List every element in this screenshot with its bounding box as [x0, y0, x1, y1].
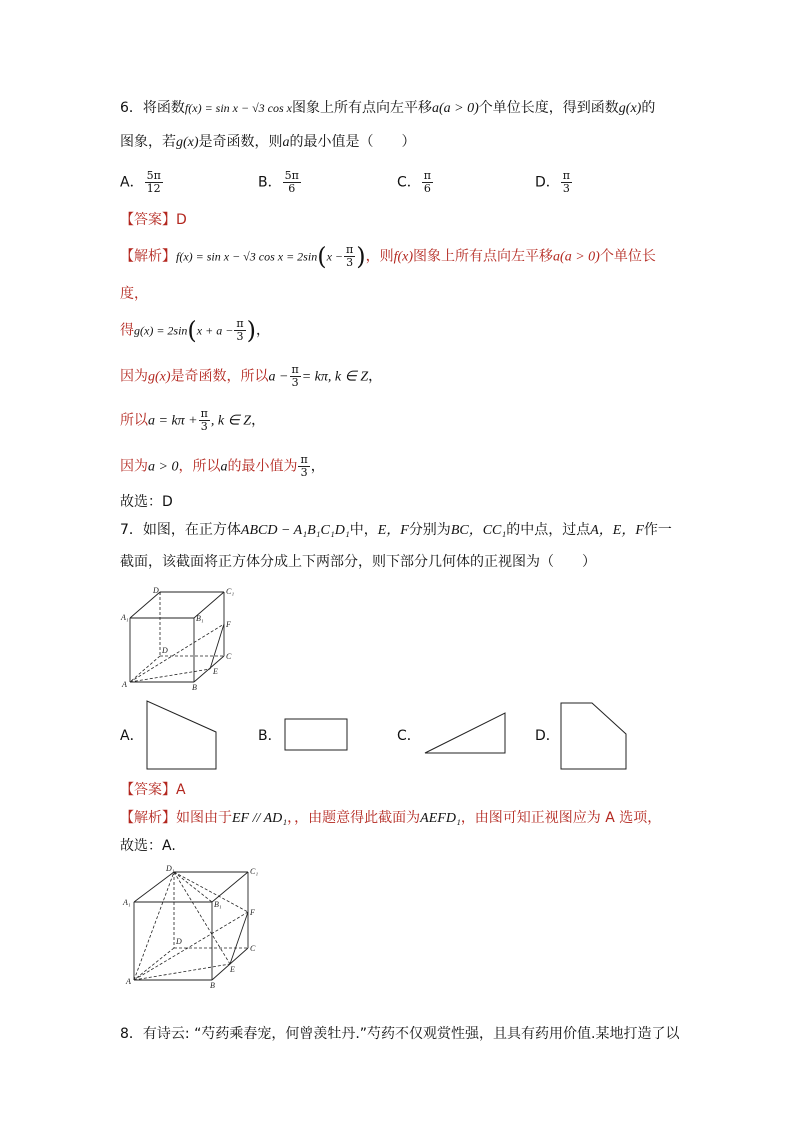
option-label: B． [258, 174, 282, 191]
final-choice: 故选：A. [120, 838, 176, 854]
analysis-fx: f(x) [393, 249, 414, 265]
analysis-text-3: 的最小值为 [227, 458, 298, 475]
punct: ， [368, 368, 383, 385]
frac-den: 3 [236, 330, 244, 343]
option-label: B． [258, 728, 282, 744]
frac-num: π [562, 169, 571, 182]
label-f: F [250, 908, 255, 917]
analysis-text-2: 是奇函数，所以 [170, 368, 269, 385]
label-b: B [210, 981, 215, 990]
q6-stem-text-3: 个单位长度，得到函数 [478, 100, 619, 116]
analysis-formula: a − [268, 369, 289, 385]
q7-option-d-label [535, 726, 560, 746]
frac-num: π [291, 363, 299, 376]
analysis-text-cont: 度， [120, 286, 148, 302]
q7-stem-text-6: 截面，该截面将正方体分成上下两部分，则下部分几何体的正视图为（ ） [120, 554, 596, 570]
analysis-formula-2: , k ∈ Z [210, 413, 252, 429]
analysis-text-3: 个单位长 [599, 248, 656, 265]
label-c1: C₁ [226, 587, 235, 596]
q6-analysis-line-6 [120, 454, 325, 479]
answer-value: D [176, 212, 187, 228]
analysis-condition: a(a > 0) [553, 249, 600, 265]
label-a: A [126, 977, 131, 986]
q7-analysis [120, 808, 661, 829]
analysis-text: 因为 [120, 368, 148, 385]
label-d: D [176, 937, 182, 946]
final-choice: 故选：D [120, 494, 173, 510]
q6-g-function-2: g(x) [176, 135, 199, 150]
analysis-tag: 【解析】 [120, 248, 176, 265]
label-c1: C₁ [250, 867, 259, 876]
label-f: F [226, 620, 231, 629]
analysis-text: 所以 [120, 412, 148, 429]
option-label: C． [397, 174, 421, 191]
analysis-formula-inner: x + a − [196, 323, 234, 338]
analysis-text: 因为 [120, 458, 148, 475]
analysis-g: g(x) [148, 369, 171, 385]
option-label: A． [120, 174, 144, 191]
q7-option-c-label [397, 726, 421, 746]
label-d: D [162, 646, 168, 655]
frac-den: 12 [146, 182, 161, 195]
q6-option-c [397, 170, 434, 195]
q6-final [120, 492, 173, 512]
analysis-tag: 【解析】 [120, 810, 176, 826]
q6-stem-text-2: 图象上所有点向左平移 [292, 100, 433, 116]
q6-stem-text-6: 是奇函数，则 [198, 134, 283, 150]
label-e: E [230, 965, 235, 974]
frac-den: 3 [291, 376, 299, 389]
q6-analysis-line-5 [120, 408, 265, 433]
frac-num: 5π [284, 169, 299, 182]
q6-analysis-line-2 [120, 284, 148, 304]
frac-den: 3 [562, 182, 570, 195]
label-b1: B₁ [214, 900, 222, 909]
label-c: C [226, 652, 232, 661]
q7-line-2 [120, 552, 596, 572]
analysis-formula: g(x) = 2sin [134, 323, 188, 338]
punct: ， [310, 458, 325, 475]
frac-num: π [236, 317, 244, 330]
q7-option-b-shape [284, 718, 348, 752]
punct: ， [251, 412, 266, 429]
q6-analysis-line-3: 得g(x) = 2sin(x + a − $\frac{\pi}{3}$ )， [120, 316, 270, 345]
analysis-var: a [220, 459, 228, 475]
answer-value: A [176, 782, 186, 798]
option-label: A． [120, 728, 144, 744]
analysis-text-2: ，所以 [178, 458, 221, 475]
q7-final [120, 836, 176, 856]
analysis-text-2: 图象上所有点向左平移 [413, 248, 554, 265]
label-d1: D₁ [166, 864, 175, 873]
q6-g-function: g(x) [618, 101, 642, 116]
q7-option-a-shape [146, 700, 218, 770]
option-label: C． [397, 728, 421, 744]
q7-cube-name: ABCD − A₁B₁C₁D₁ [240, 523, 350, 538]
analysis-formula: a > 0 [148, 459, 179, 475]
frac-den: 3 [200, 420, 208, 433]
q6-function-formula: f(x) = sin x − √3 cos x [184, 101, 293, 115]
q7-option-c-shape [424, 712, 506, 754]
q7-answer [120, 780, 186, 800]
analysis-text: 得 [120, 322, 134, 339]
label-a1: A₁ [121, 613, 129, 622]
option-label: D． [535, 728, 560, 744]
q7-option-a-label [120, 726, 144, 746]
q6-stem-text-4: 的 [641, 100, 656, 116]
analysis-math: EF // AD₁ [232, 811, 288, 826]
label-b1: B₁ [196, 614, 204, 623]
label-a1: A₁ [123, 898, 131, 907]
frac-den: 3 [346, 256, 354, 269]
analysis-math-2: AEFD₁ [420, 811, 461, 826]
q7-points-ef: E，F [377, 523, 409, 538]
q6-answer [120, 210, 187, 230]
q6-analysis-line-1: 【解析】f(x) = sin x − √3 cos x = 2sin(x − $\frac{\pi}{3}$ )，则f(x)图象上所有点向左平移a(a > 0)个单位长 [120, 242, 656, 271]
analysis-text: ，则 [365, 248, 394, 265]
frac-num: 5π [146, 169, 161, 182]
frac-num: π [346, 243, 354, 256]
q6-option-d [535, 170, 573, 195]
analysis-formula: f(x) = sin x − √3 cos x = 2sin [176, 249, 318, 264]
q7-option-d-shape [560, 702, 628, 770]
q6-stem-text-5: 图象，若 [120, 134, 176, 150]
label-b: B [192, 683, 197, 692]
frac-den: 3 [300, 466, 308, 479]
q7-option-b-label [258, 726, 282, 746]
option-label: D． [535, 174, 560, 191]
frac-den: 6 [423, 182, 431, 195]
analysis-text-3: ，由图可知正视图应为 A 选项， [460, 810, 662, 826]
q7-edges: BC，CC₁ [450, 523, 507, 538]
q6-stem-text: 6．将函数 [120, 100, 185, 116]
q7-cube-figure [118, 586, 236, 692]
label-d1: D₁ [153, 586, 162, 595]
punct: ， [255, 322, 270, 339]
q7-stem-text-3: 分别为 [408, 522, 451, 538]
label-c: C [250, 944, 256, 953]
answer-tag: 【答案】 [120, 782, 176, 798]
analysis-formula-2: = kπ, k ∈ Z [301, 369, 369, 385]
frac-num: π [200, 407, 208, 420]
q8-stem-text: 8．有诗云: “芍药乘春宠，何曾羡牡丹.”芍药不仅观赏性强，且具有药用价值.某地打造了以 [120, 1026, 680, 1042]
q6-line-1 [120, 98, 655, 119]
q7-points: A，E，F [590, 523, 644, 538]
q7-stem-text: 7．如图，在正方体 [120, 522, 241, 538]
q7-stem-text-2: 中， [349, 522, 378, 538]
answer-tag: 【答案】 [120, 212, 176, 228]
q6-option-b [258, 170, 302, 195]
q7-analysis-figure [118, 862, 268, 990]
q7-stem-text-5: 作一 [643, 522, 672, 538]
frac-den: 6 [288, 182, 296, 195]
q6-analysis-line-4 [120, 364, 382, 389]
frac-num: π [423, 169, 432, 182]
q6-line-2 [120, 132, 416, 153]
q7-line-1 [120, 520, 672, 541]
frac-num: π [300, 453, 308, 466]
label-e: E [213, 667, 218, 676]
analysis-text: 如图由于 [176, 810, 232, 826]
q7-stem-text-4: 的中点，过点 [506, 522, 591, 538]
q6-option-a [120, 170, 164, 195]
q6-stem-text-7: 的最小值是（ ） [289, 134, 416, 150]
q8-line-1 [120, 1024, 679, 1044]
analysis-formula-inner: x − [326, 249, 343, 264]
q6-variable-a: a [282, 135, 290, 150]
label-a: A [122, 680, 127, 689]
analysis-text-2: ，，由题意得此截面为 [287, 810, 421, 826]
analysis-formula: a = kπ + [148, 413, 198, 429]
q6-shift-condition: a(a > 0) [432, 101, 479, 116]
